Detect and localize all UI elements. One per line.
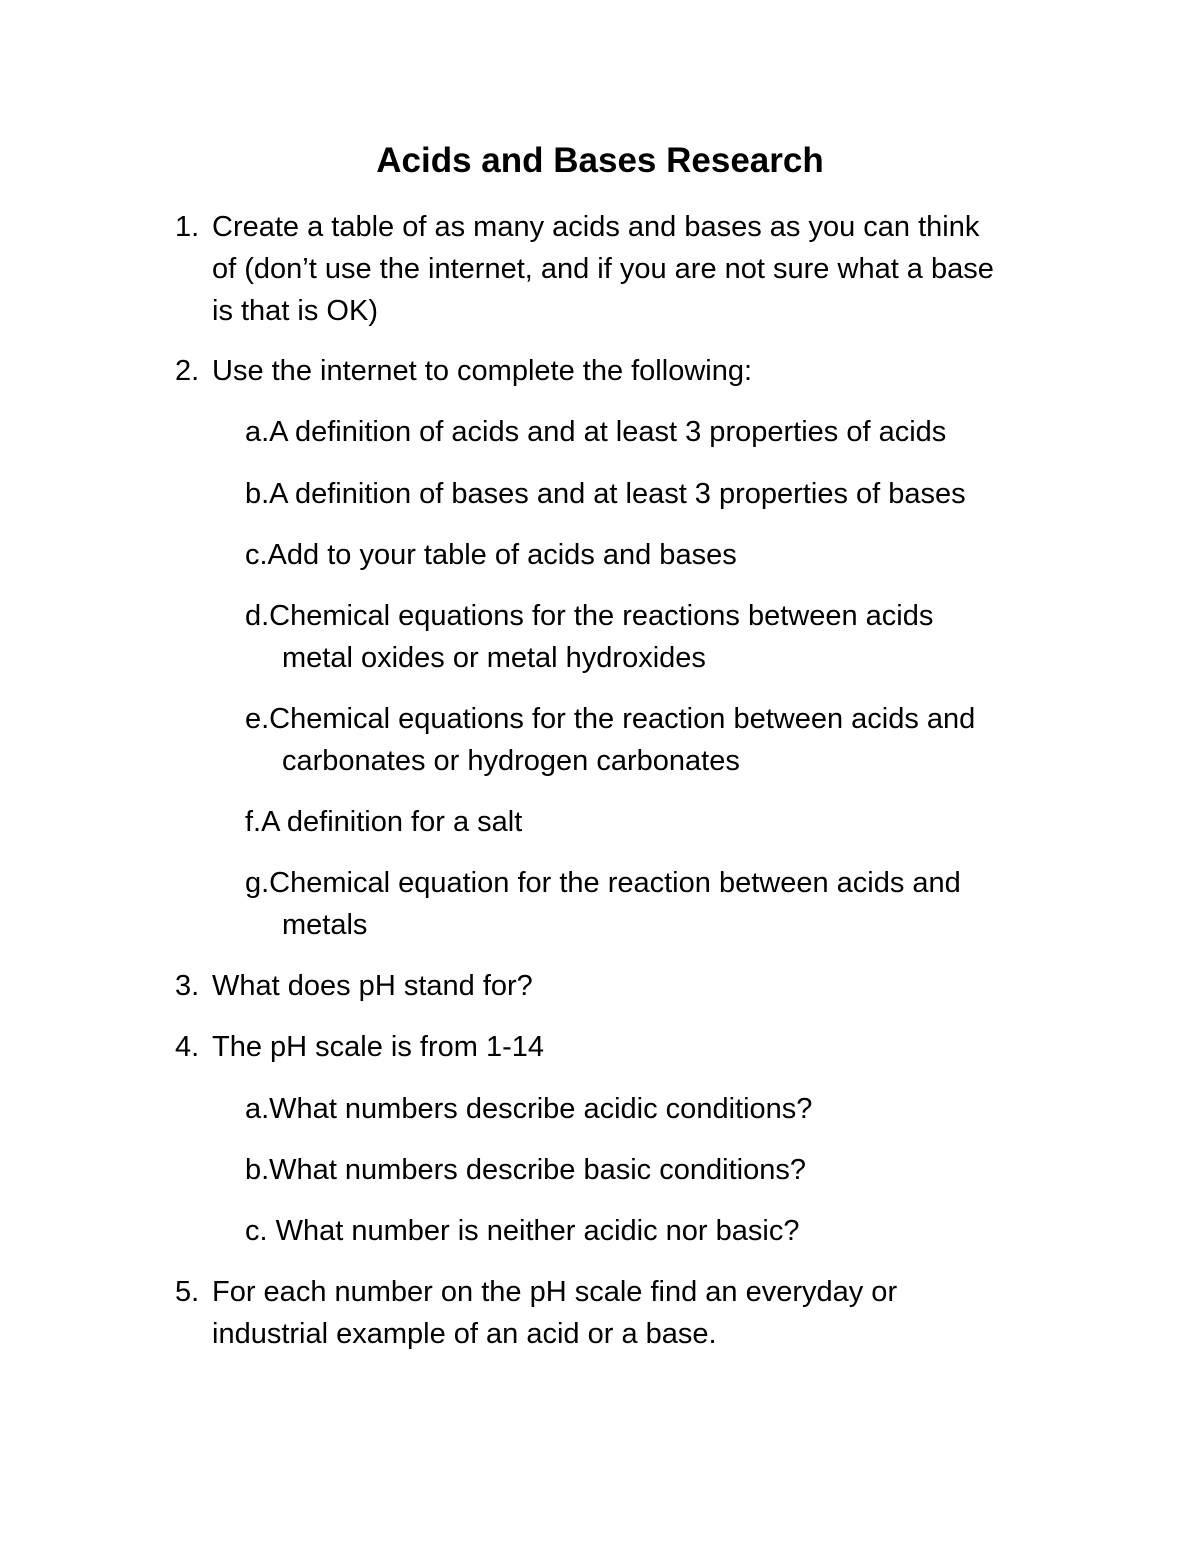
item-text-line: What does pH stand for? <box>212 970 533 1002</box>
item-text-line: Use the internet to complete the following: <box>212 355 753 387</box>
subitem-b: b.A definition of bases and at least 3 properties of bases <box>245 478 966 510</box>
item-text-line: industrial example of an acid or a base. <box>212 1318 717 1350</box>
item-number: 2. <box>175 355 200 387</box>
subitem-d: d.Chemical equations for the reactions between acids <box>245 600 934 632</box>
subitem-d-continuation: metal oxides or metal hydroxides <box>282 642 706 674</box>
item-text-line: For each number on the pH scale find an everyday or <box>212 1276 898 1308</box>
item-number: 3. <box>175 970 200 1002</box>
item-number: 1. <box>175 211 200 243</box>
subitem-f: f.A definition for a salt <box>245 806 523 838</box>
subitem-e-continuation: carbonates or hydrogen carbonates <box>282 745 740 777</box>
subitem-e: e.Chemical equations for the reaction between acids and <box>245 703 976 735</box>
subitem-c: c.Add to your table of acids and bases <box>245 539 737 571</box>
page-title: Acids and Bases Research <box>376 141 824 180</box>
item-text-line: of (don’t use the internet, and if you are not sure what a base <box>212 253 994 285</box>
subitem-b: b.What numbers describe basic conditions? <box>245 1154 806 1186</box>
item-text-line: is that is OK) <box>212 295 378 327</box>
item-text-line: The pH scale is from 1-14 <box>212 1031 545 1063</box>
subitem-g-continuation: metals <box>282 909 368 941</box>
item-number: 4. <box>175 1031 200 1063</box>
item-text-line: Create a table of as many acids and bases as you can think <box>212 211 980 243</box>
subitem-c: c. What number is neither acidic nor basic? <box>245 1215 800 1247</box>
item-number: 5. <box>175 1276 200 1308</box>
subitem-a: a.What numbers describe acidic conditions? <box>245 1093 813 1125</box>
subitem-a: a.A definition of acids and at least 3 properties of acids <box>245 416 947 448</box>
subitem-g: g.Chemical equation for the reaction between acids and <box>245 867 961 899</box>
